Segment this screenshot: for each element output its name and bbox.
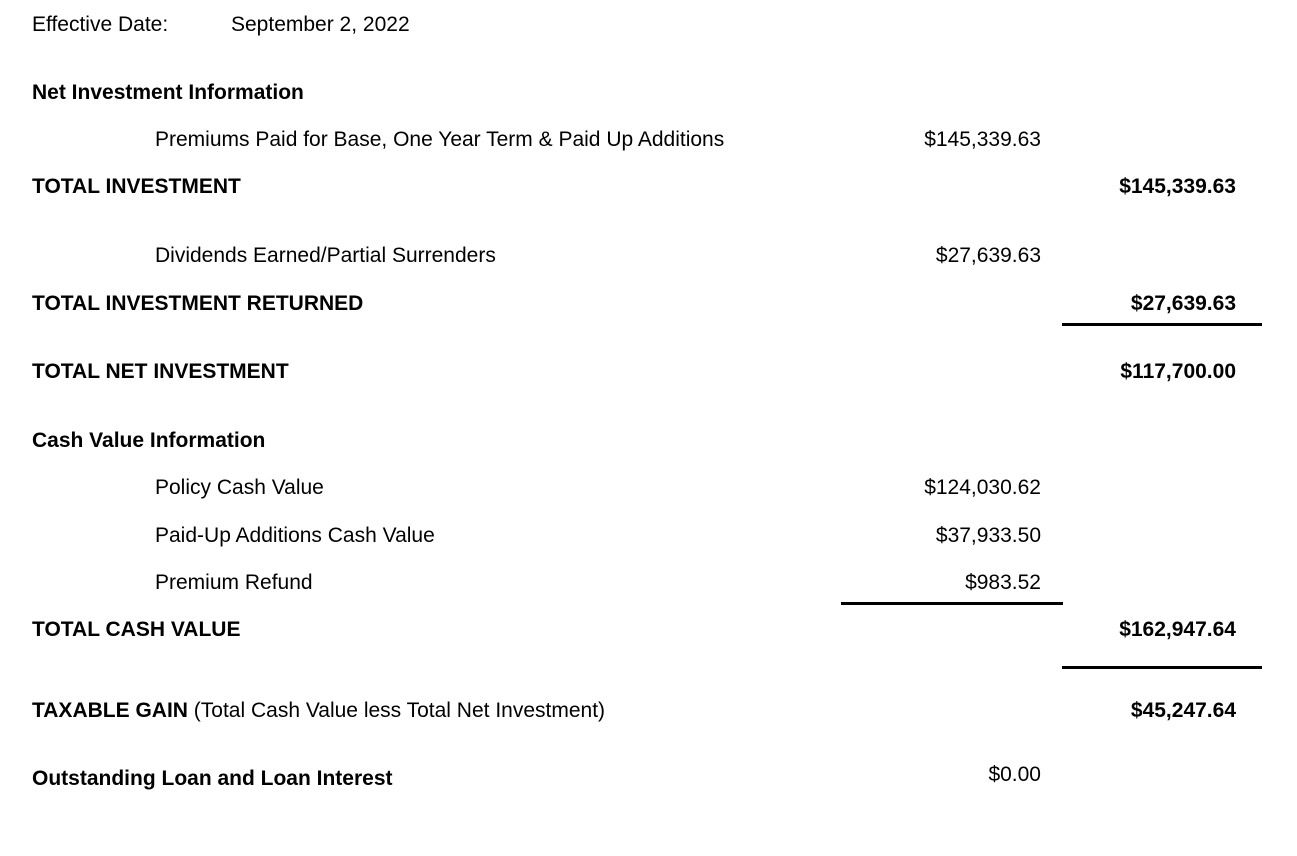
total-investment-returned-value: $27,639.63: [1130, 292, 1236, 315]
premiums-paid-label: Premiums Paid for Base, One Year Term & Paid Up Additions: [155, 128, 725, 151]
outstanding-loan-label: Outstanding Loan and Loan Interest: [32, 767, 393, 790]
policy-cash-value-label: Policy Cash Value: [155, 476, 324, 499]
total-investment-returned-label: TOTAL INVESTMENT RETURNED: [32, 292, 364, 315]
effective-date-value: September 2, 2022: [231, 13, 410, 36]
total-net-investment-label: TOTAL NET INVESTMENT: [32, 360, 289, 383]
pua-cash-value-value: $37,933.50: [935, 524, 1041, 547]
premiums-paid-value: $145,339.63: [924, 128, 1041, 151]
dividends-value: $27,639.63: [935, 244, 1041, 267]
total-cash-value-underline: [1062, 666, 1262, 669]
total-cash-value-value: $162,947.64: [1119, 618, 1236, 641]
cash-value-section-title: Cash Value Information: [32, 429, 266, 452]
total-investment-value: $145,339.63: [1119, 175, 1236, 198]
policy-cash-value-value: $124,030.62: [924, 476, 1041, 499]
total-returned-underline: [1062, 323, 1262, 326]
effective-date-label: Effective Date:: [32, 13, 169, 36]
net-investment-section-title: Net Investment Information: [32, 81, 304, 104]
outstanding-loan-value: $0.00: [988, 763, 1041, 786]
dividends-label: Dividends Earned/Partial Surrenders: [155, 244, 496, 267]
total-cash-value-label: TOTAL CASH VALUE: [32, 618, 241, 641]
taxable-gain-label: TAXABLE GAIN: [32, 699, 188, 722]
premium-refund-value: $983.52: [965, 571, 1041, 594]
total-net-investment-value: $117,700.00: [1120, 360, 1236, 383]
taxable-gain-note: (Total Cash Value less Total Net Investment): [187, 699, 606, 722]
taxable-gain-row: [32, 700, 605, 721]
premium-refund-underline: [841, 602, 1063, 605]
total-investment-label: TOTAL INVESTMENT: [32, 175, 241, 198]
premium-refund-label: Premium Refund: [155, 571, 313, 594]
taxable-gain-value: $45,247.64: [1130, 699, 1236, 722]
pua-cash-value-label: Paid-Up Additions Cash Value: [155, 524, 435, 547]
